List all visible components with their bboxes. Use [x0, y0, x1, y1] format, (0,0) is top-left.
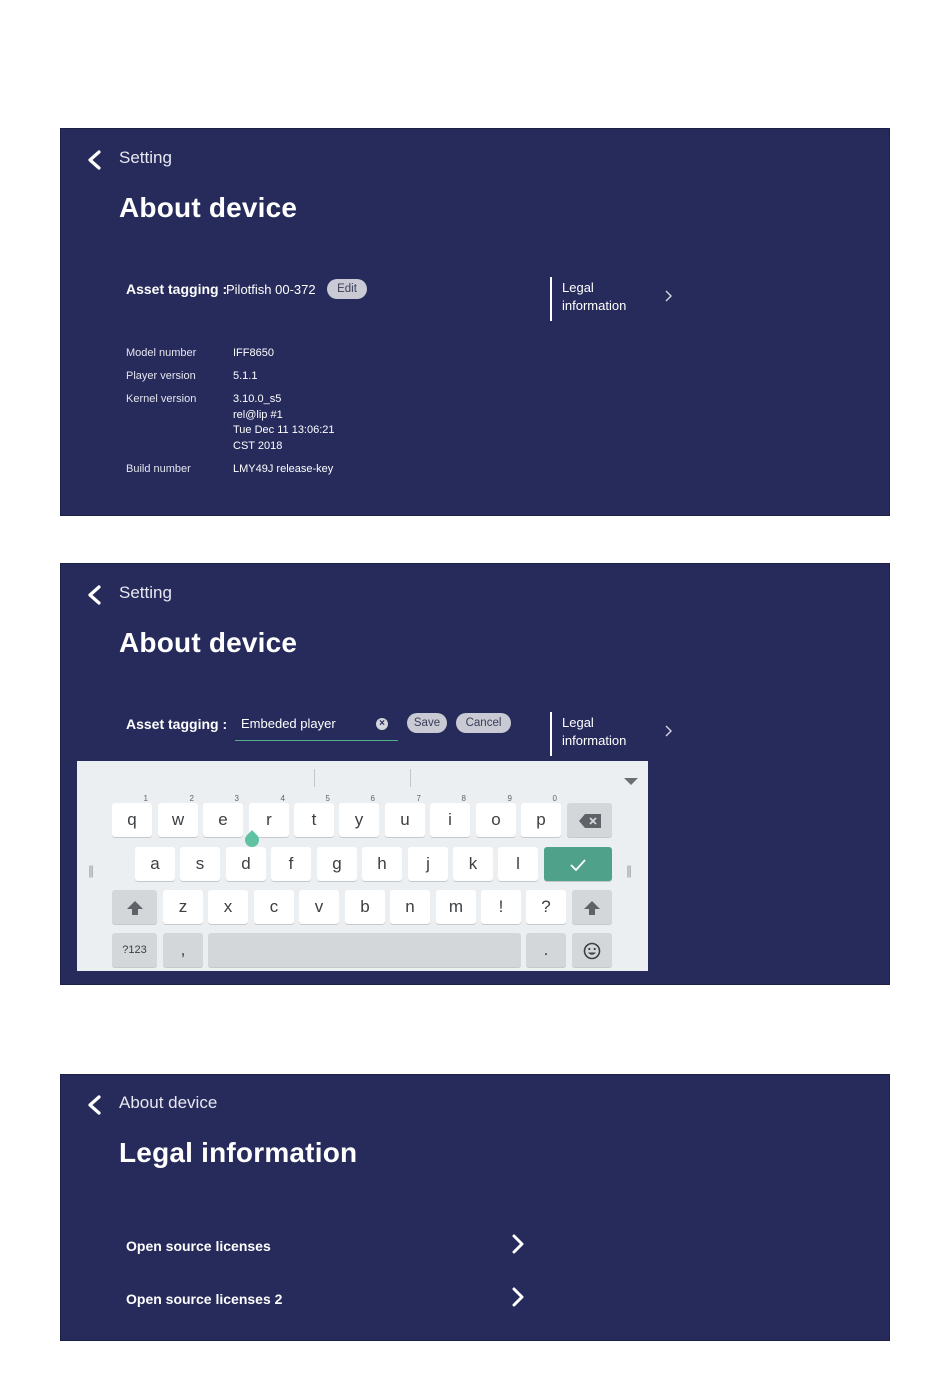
asset-tagging-input[interactable]	[235, 714, 398, 741]
breadcrumb[interactable]: Setting	[119, 148, 172, 167]
chevron-right-icon	[664, 289, 674, 308]
key-m[interactable]: m	[436, 890, 476, 924]
back-chevron-icon[interactable]	[85, 149, 103, 171]
keyboard-grip-right[interactable]: |||	[626, 863, 631, 878]
checkmark-icon[interactable]	[544, 847, 612, 881]
key-g[interactable]: g	[317, 847, 357, 881]
save-button[interactable]: Save	[407, 713, 447, 733]
on-screen-keyboard	[77, 761, 648, 971]
suggestion-divider	[314, 769, 315, 787]
key-d[interactable]: d	[226, 847, 266, 881]
key-z[interactable]: z	[163, 890, 203, 924]
asset-tagging-input-value: Embeded player	[241, 716, 336, 731]
chevron-right-icon	[511, 1286, 525, 1313]
key-x[interactable]: x	[208, 890, 248, 924]
space-bar[interactable]	[208, 933, 521, 967]
legal-information-label: Legal information	[562, 280, 627, 313]
shift-arrow-icon[interactable]	[112, 890, 157, 924]
period-key[interactable]: .	[526, 933, 566, 967]
legal-information-label: Legal information	[562, 715, 627, 748]
backspace-icon[interactable]	[567, 803, 612, 837]
back-chevron-icon[interactable]	[85, 1094, 103, 1116]
key-j[interactable]: j	[408, 847, 448, 881]
clear-x-icon[interactable]: ×	[376, 718, 388, 730]
edit-button[interactable]: Edit	[327, 279, 367, 299]
key-h[interactable]: h	[362, 847, 402, 881]
about-device-panel	[60, 128, 890, 516]
key-b[interactable]: b	[345, 890, 385, 924]
key-w[interactable]: w 2	[158, 803, 198, 837]
key-p[interactable]: p 0	[521, 803, 561, 837]
key-k[interactable]: k	[453, 847, 493, 881]
key-a[interactable]: a	[135, 847, 175, 881]
breadcrumb[interactable]: About device	[119, 1093, 218, 1112]
key-e[interactable]: e 3	[203, 803, 243, 837]
emoji-icon[interactable]	[572, 933, 612, 967]
key-u[interactable]: u 7	[385, 803, 425, 837]
key-i[interactable]: i 8	[430, 803, 470, 837]
cancel-button[interactable]: Cancel	[456, 713, 511, 733]
info-label-build: Build number	[126, 463, 191, 475]
chevron-right-icon	[664, 724, 674, 743]
page-title: About device	[119, 627, 298, 658]
back-chevron-icon[interactable]	[85, 584, 103, 606]
asset-tagging-label: Asset tagging :	[126, 281, 228, 297]
key-y[interactable]: y 6	[339, 803, 379, 837]
info-value-model: IFF8650	[233, 347, 274, 359]
page-title: About device	[119, 192, 298, 223]
breadcrumb[interactable]: Setting	[119, 583, 172, 602]
list-item-open-source-licenses-2[interactable]	[126, 1285, 526, 1313]
keyboard-grip-left[interactable]: |||	[88, 863, 93, 878]
about-device-edit-panel	[60, 563, 890, 985]
page-title: Legal information	[119, 1137, 358, 1168]
shift-arrow-icon[interactable]	[572, 890, 612, 924]
key-question[interactable]: ?	[526, 890, 566, 924]
asset-tagging-label: Asset tagging :	[126, 716, 228, 732]
key-o[interactable]: o 9	[476, 803, 516, 837]
info-value-build: LMY49J release-key	[233, 463, 334, 475]
info-label-kernel: Kernel version	[126, 393, 197, 405]
info-value-player: 5.1.1	[233, 370, 258, 382]
list-item-open-source-licenses[interactable]	[126, 1232, 526, 1260]
list-item-label: Open source licenses 2	[126, 1291, 283, 1307]
key-v[interactable]: v	[299, 890, 339, 924]
symbols-key[interactable]: ?123	[112, 933, 157, 967]
key-s[interactable]: s	[180, 847, 220, 881]
info-value-kernel: 3.10.0_s5 rel@lip #1 Tue Dec 11 13:06:21 CST 2018	[233, 393, 335, 452]
list-item-label: Open source licenses	[126, 1238, 271, 1254]
info-label-model: Model number	[126, 347, 197, 359]
key-q[interactable]: q 1	[112, 803, 152, 837]
key-exclamation[interactable]: !	[481, 890, 521, 924]
asset-tagging-value: Pilotfish 00-372	[226, 282, 316, 297]
key-n[interactable]: n	[390, 890, 430, 924]
legal-information-panel	[60, 1074, 890, 1341]
key-t[interactable]: t 5	[294, 803, 334, 837]
key-r[interactable]: r 4	[249, 803, 289, 837]
info-label-player: Player version	[126, 370, 196, 382]
legal-information-link[interactable]	[550, 712, 682, 756]
legal-information-link[interactable]	[550, 277, 682, 321]
key-l[interactable]: l	[498, 847, 538, 881]
key-c[interactable]: c	[254, 890, 294, 924]
comma-key[interactable]: ,	[163, 933, 203, 967]
chevron-right-icon	[511, 1233, 525, 1260]
triangle-down-icon[interactable]	[624, 773, 638, 791]
key-f[interactable]: f	[271, 847, 311, 881]
suggestion-divider	[410, 769, 411, 787]
